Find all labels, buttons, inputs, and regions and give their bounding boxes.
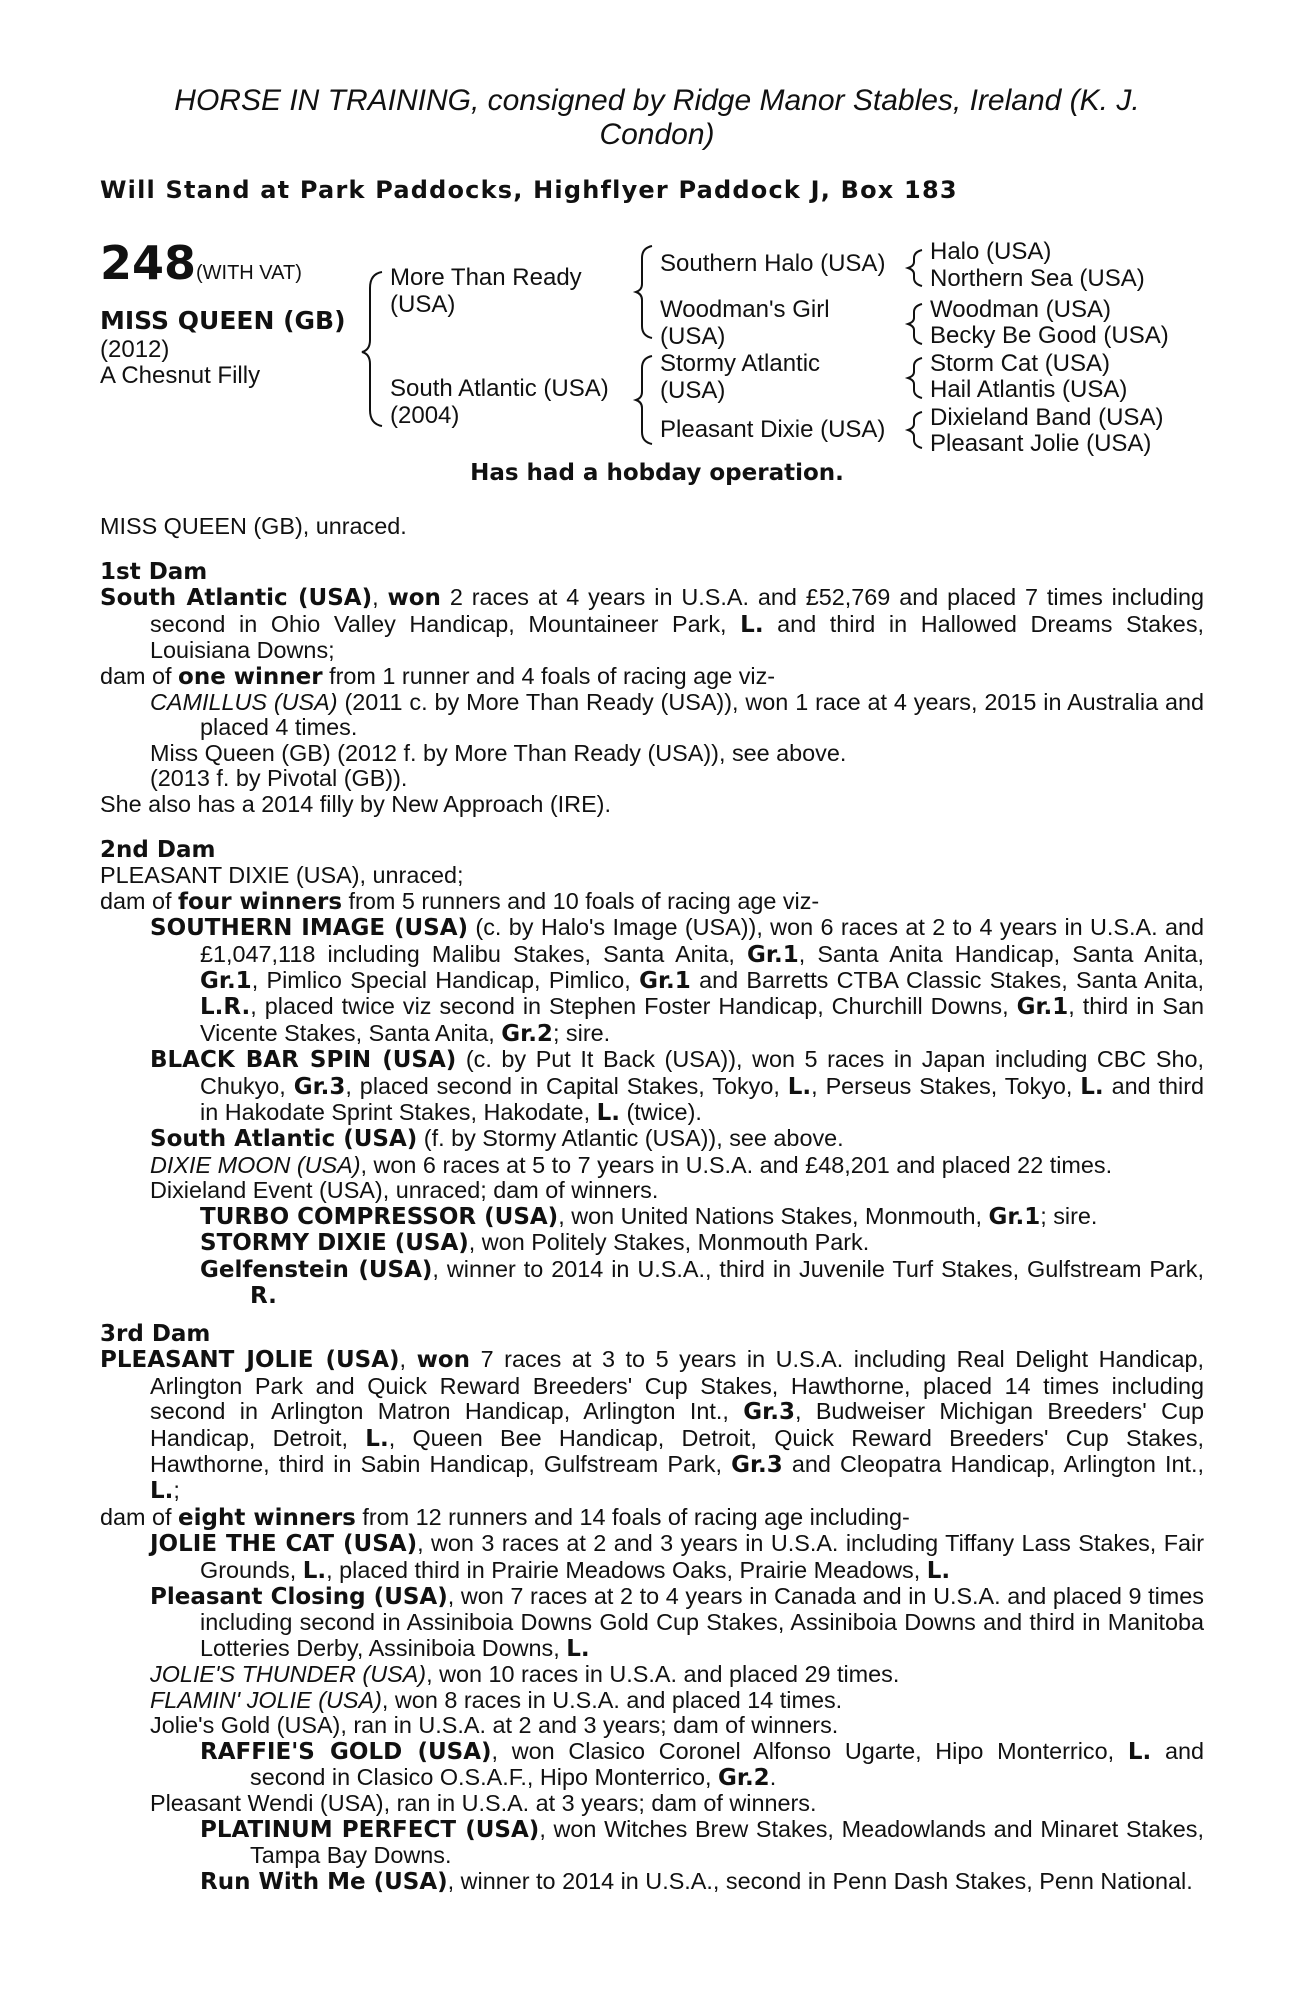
brace-ss — [908, 250, 922, 286]
pedigree-sire-dam: Woodman's Girl (USA) — [660, 296, 830, 350]
second-dam-heading: 2nd Dam — [100, 837, 216, 863]
foal-2014-note: She also has a 2014 filly by New Approach (IRE). — [100, 790, 611, 817]
foal-flamin-jolie: FLAMIN' JOLIE (USA), won 8 races in U.S.A. and placed 14 times. — [150, 1686, 843, 1713]
stand-location: Will Stand at Park Paddocks, Highflyer Paddock J, Box 183 — [100, 176, 958, 204]
first-dam-section — [100, 560, 1204, 817]
third-dam-produce: dam of eight winners from 12 runners and 14 foals of racing age including- — [100, 1503, 910, 1531]
foal-jolie-the-cat: JOLIE THE CAT (USA), won 3 races at 2 and 3 years in U.S.A. including Tiffany Lass Stakes, Fair Grounds, L., placed third in Prairie Meadows Oaks, Prairie Meadows, L. — [150, 1530, 1204, 1584]
grandfoal-raffies-gold: RAFFIE'S GOLD (USA), won Clasico Coronel Alfonso Ugarte, Hipo Monterrico, L. and second in Clasico O.S.A.F., Hipo Monterrico, Gr.2. — [200, 1737, 1204, 1791]
third-dam-section — [100, 1322, 1204, 1895]
intro-line: MISS QUEEN (GB), unraced. — [100, 513, 407, 539]
foal-black-bar-spin: BLACK BAR SPIN (USA) (c. by Put It Back (USA)), won 5 races in Japan including CBC Sho, Chukyo, Gr.3, placed second in Capital Stakes, Tokyo, L., Perseus Stakes, Tokyo, L. and third in Hakodate Sprint Stakes, Hakodate, L. (twice). — [150, 1046, 1204, 1127]
pedigree-sds: Woodman (USA) — [930, 296, 1111, 323]
foal-miss-queen: Miss Queen (GB) (2012 f. by More Than Ready (USA)), see above. — [150, 739, 847, 766]
first-dam-produce: dam of one winner from 1 runner and 4 foals of racing age viz- — [100, 662, 776, 690]
foal-south-atlantic: South Atlantic (USA) (f. by Stormy Atlantic (USA)), see above. — [150, 1125, 844, 1153]
vat-note: (WITH VAT) — [196, 262, 302, 284]
grandfoal-platinum-perfect: PLATINUM PERFECT (USA), won Witches Brew Stakes, Meadowlands and Minaret Stakes, Tampa Bay Downs. — [200, 1815, 1204, 1869]
pedigree-dam-dam: Pleasant Dixie (USA) — [660, 416, 886, 443]
header-line-1: HORSE IN TRAINING, consigned by Ridge Manor Stables, Ireland (K. J. — [174, 84, 1140, 117]
foal-dixieland-event: Dixieland Event (USA), unraced; dam of winners. — [150, 1177, 659, 1204]
foal-pleasant-wendi: Pleasant Wendi (USA), ran in U.S.A. at 3 years; dam of winners. — [150, 1790, 817, 1817]
horse-name: MISS QUEEN (GB) — [100, 306, 346, 335]
hobday-note: Has had a hobday operation. — [470, 460, 844, 486]
foal-southern-image: SOUTHERN IMAGE (USA) (c. by Halo's Image (USA)), won 6 races at 2 to 4 years in U.S.A. and £1,047,118 including Malibu Stakes, Santa Anita, Gr.1, Santa Anita Handicap, Santa Anita, Gr.1, Pimlico Special Handicap, Pimlico, Gr.1 and Barretts CTBA Classic Stakes, Santa Anita, L.R., placed twice viz second in Stephen Foster Handicap, Churchill Downs, Gr.1, third in San Vicente Stakes, Santa Anita, Gr.2; sire. — [150, 914, 1205, 1047]
foal-jolies-thunder: JOLIE'S THUNDER (USA), won 10 races in U.S.A. and placed 29 times. — [150, 1661, 900, 1688]
second-dam-record: PLEASANT DIXIE (USA), unraced; — [100, 862, 464, 889]
first-dam-heading: 1st Dam — [100, 559, 208, 585]
second-dam-produce: dam of four winners from 5 runners and 10 foals of racing age viz- — [100, 887, 820, 915]
pedigree-dss: Storm Cat (USA) — [930, 350, 1111, 377]
grandfoal-run-with-me: Run With Me (USA), winner to 2014 in U.S.A., second in Penn Dash Stakes, Penn National. — [200, 1867, 1193, 1895]
brace-main — [362, 272, 382, 426]
brace-dd — [908, 412, 922, 448]
foal-jolies-gold: Jolie's Gold (USA), ran in U.S.A. at 2 and 3 years; dam of winners. — [150, 1712, 839, 1739]
year-of-birth: (2012) — [100, 336, 170, 363]
grandfoal-gelfenstein: Gelfenstein (USA), winner to 2014 in U.S.A., third in Juvenile Turf Stakes, Gulfstream Park, R. — [200, 1255, 1204, 1309]
brace-dam — [636, 356, 652, 444]
header-line-2: Condon) — [599, 118, 715, 151]
horse-description: A Chesnut Filly — [100, 362, 261, 389]
second-dam-section — [100, 838, 1204, 1309]
foal-dixie-moon: DIXIE MOON (USA), won 6 races at 5 to 7 years in U.S.A. and £48,201 and placed 22 times. — [150, 1151, 1113, 1178]
brace-ds — [908, 358, 922, 398]
pedigree-dam-sire: Stormy Atlantic (USA) — [660, 350, 821, 404]
pedigree-dam: South Atlantic (USA) (2004) — [390, 375, 609, 429]
grandfoal-turbo-compressor: TURBO COMPRESSOR (USA), won United Nations Stakes, Monmouth, Gr.1; sire. — [200, 1202, 1098, 1230]
lot-number: 248 — [100, 236, 197, 290]
pedigree-dsd: Hail Atlantis (USA) — [930, 376, 1128, 403]
pedigree-sdd: Becky Be Good (USA) — [930, 322, 1169, 349]
brace-sd — [908, 304, 922, 344]
pedigree-ddd: Pleasant Jolie (USA) — [930, 430, 1152, 457]
pedigree-sire: More Than Ready (USA) — [390, 264, 582, 318]
foal-2013: (2013 f. by Pivotal (GB)). — [150, 765, 408, 792]
pedigree-ssd: Northern Sea (USA) — [930, 265, 1145, 292]
pedigree-sire-sire: Southern Halo (USA) — [660, 250, 886, 277]
foal-pleasant-closing: Pleasant Closing (USA), won 7 races at 2 to 4 years in Canada and in U.S.A. and placed 9 times including second in Assiniboia Downs Gold Cup Stakes, Assiniboia Downs and third in Manitoba Lotteries Derby, Assiniboia Downs, L. — [150, 1583, 1204, 1662]
brace-sire — [636, 246, 652, 338]
third-dam-record: PLEASANT JOLIE (USA), won 7 races at 3 to 5 years in U.S.A. including Real Delight Handicap, Arlington Park and Quick Reward Breeders' Cup Stakes, Hawthorne, placed 14 times including second in Arlington Matron Handicap, Arlington Int., Gr.3, Budweiser Michigan Breeders' Cup Handicap, Detroit, L., Queen Bee Handicap, Detroit, Quick Reward Breeders' Cup Stakes, Hawthorne, third in Sabin Handicap, Gulfstream Park, Gr.3 and Cleopatra Handicap, Arlington Int., L.; — [100, 1346, 1205, 1505]
pedigree-dds: Dixieland Band (USA) — [930, 404, 1164, 431]
first-dam-record: South Atlantic (USA), won 2 races at 4 years in U.S.A. and £52,769 and placed 7 times including second in Ohio Valley Handicap, Mountaineer Park, L. and third in Hallowed Dreams Stakes, Louisiana Downs; — [100, 584, 1205, 664]
third-dam-heading: 3rd Dam — [100, 1321, 211, 1347]
pedigree-sss: Halo (USA) — [930, 238, 1052, 265]
grandfoal-stormy-dixie: STORMY DIXIE (USA), won Politely Stakes, Monmouth Park. — [200, 1229, 870, 1257]
foal-camillus: CAMILLUS (USA) (2011 c. by More Than Ready (USA)), won 1 race at 4 years, 2015 in Australia and placed 4 times. — [150, 689, 1204, 741]
